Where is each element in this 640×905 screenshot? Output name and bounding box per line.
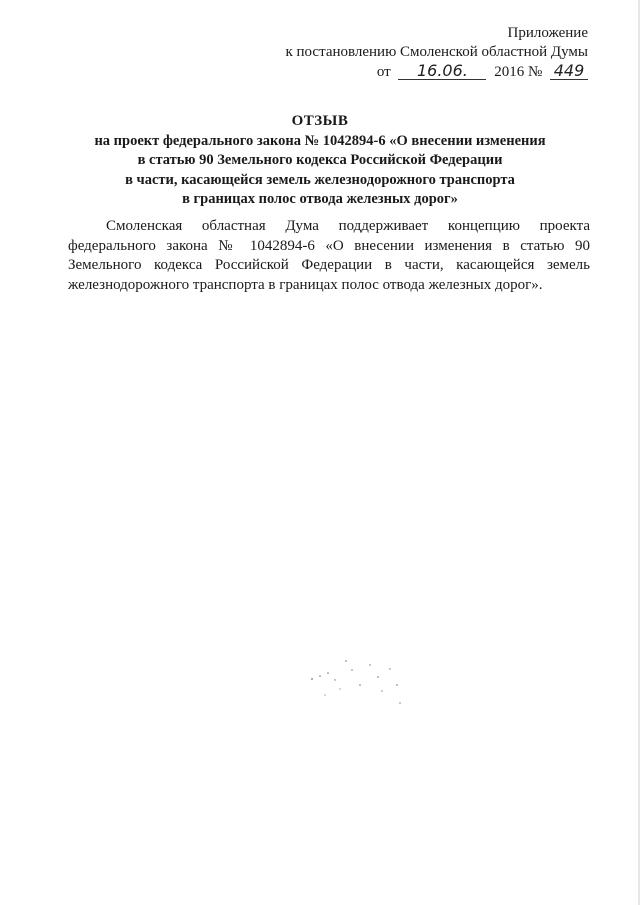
appendix-header (285, 24, 588, 82)
date-prefix: от (376, 64, 391, 80)
title-line: в части, касающейся земель железнодорожного транспорта (125, 171, 515, 188)
document-title (60, 112, 580, 210)
title-line: на проект федерального закона № 1042894-6 «О внесении изменения (94, 132, 546, 149)
appendix-date-line (285, 62, 588, 82)
handwritten-number: 449 (550, 62, 588, 80)
body-paragraph: Смоленская областная Дума поддерживает концепцию проекта федерального закона № 1042894-6 «О внесении изменения в статью 90 Земельного кодекса Российской Федерации в части, касающейся земель железнодорожного транспорта в границах полос отвода железных дорог». (68, 218, 590, 293)
title-line: в статью 90 Земельного кодекса Российской Федерации (137, 152, 503, 168)
appendix-resolution-ref: к постановлению Смоленской областной Думы (285, 44, 588, 60)
appendix-title: Приложение (507, 25, 588, 41)
scan-noise (300, 655, 420, 725)
title-heading: ОТЗЫВ (291, 113, 349, 129)
date-year: 2016 № (494, 64, 543, 80)
title-line: в границах полос отвода железных дорог» (182, 191, 458, 207)
handwritten-date: 16.06. (398, 62, 486, 80)
